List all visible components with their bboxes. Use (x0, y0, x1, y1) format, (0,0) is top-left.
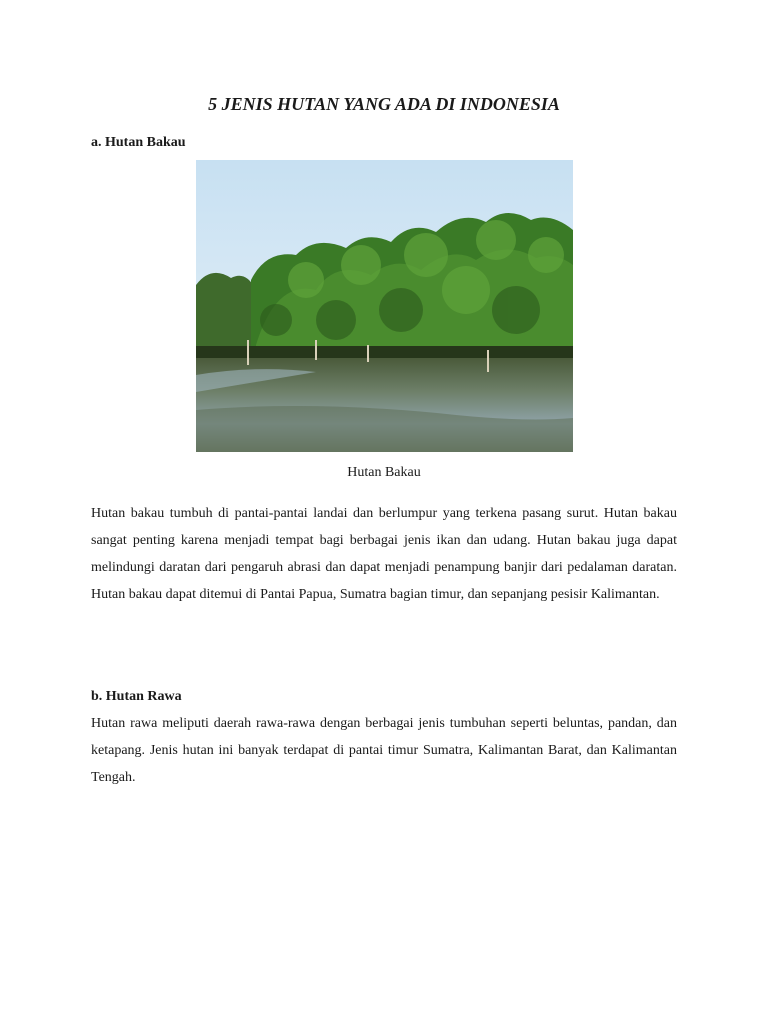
section-heading-hutan-rawa: b. Hutan Rawa (91, 689, 182, 704)
paragraph-hutan-bakau: Hutan bakau tumbuh di pantai-pantai landai dan berlumpur yang terkena pasang surut. Hutan bakau sangat penting karena menjadi tempat bagi berbagai jenis ikan dan udang. Hutan bakau juga dapat melindungi daratan dari pengaruh abrasi dan dapat menjadi penampung banjir dari pedalaman daratan. Hutan bakau dapat ditemui di Pantai Papua, Sumatra bagian timur, dan sepanjang pesisir Kalimantan. (91, 506, 677, 602)
section-heading-hutan-bakau: a. Hutan Bakau (91, 135, 186, 150)
mangrove-forest-photo (196, 160, 573, 452)
page-title: 5 JENIS HUTAN YANG ADA DI INDONESIA (208, 94, 560, 114)
figure-caption: Hutan Bakau (347, 465, 421, 480)
paragraph-hutan-rawa: Hutan rawa meliputi daerah rawa-rawa dengan berbagai jenis tumbuhan seperti beluntas, pandan, dan ketapang. Jenis hutan ini banyak terdapat di pantai timur Sumatra, Kalimantan Barat, dan Kalimantan Tengah. (91, 716, 677, 785)
